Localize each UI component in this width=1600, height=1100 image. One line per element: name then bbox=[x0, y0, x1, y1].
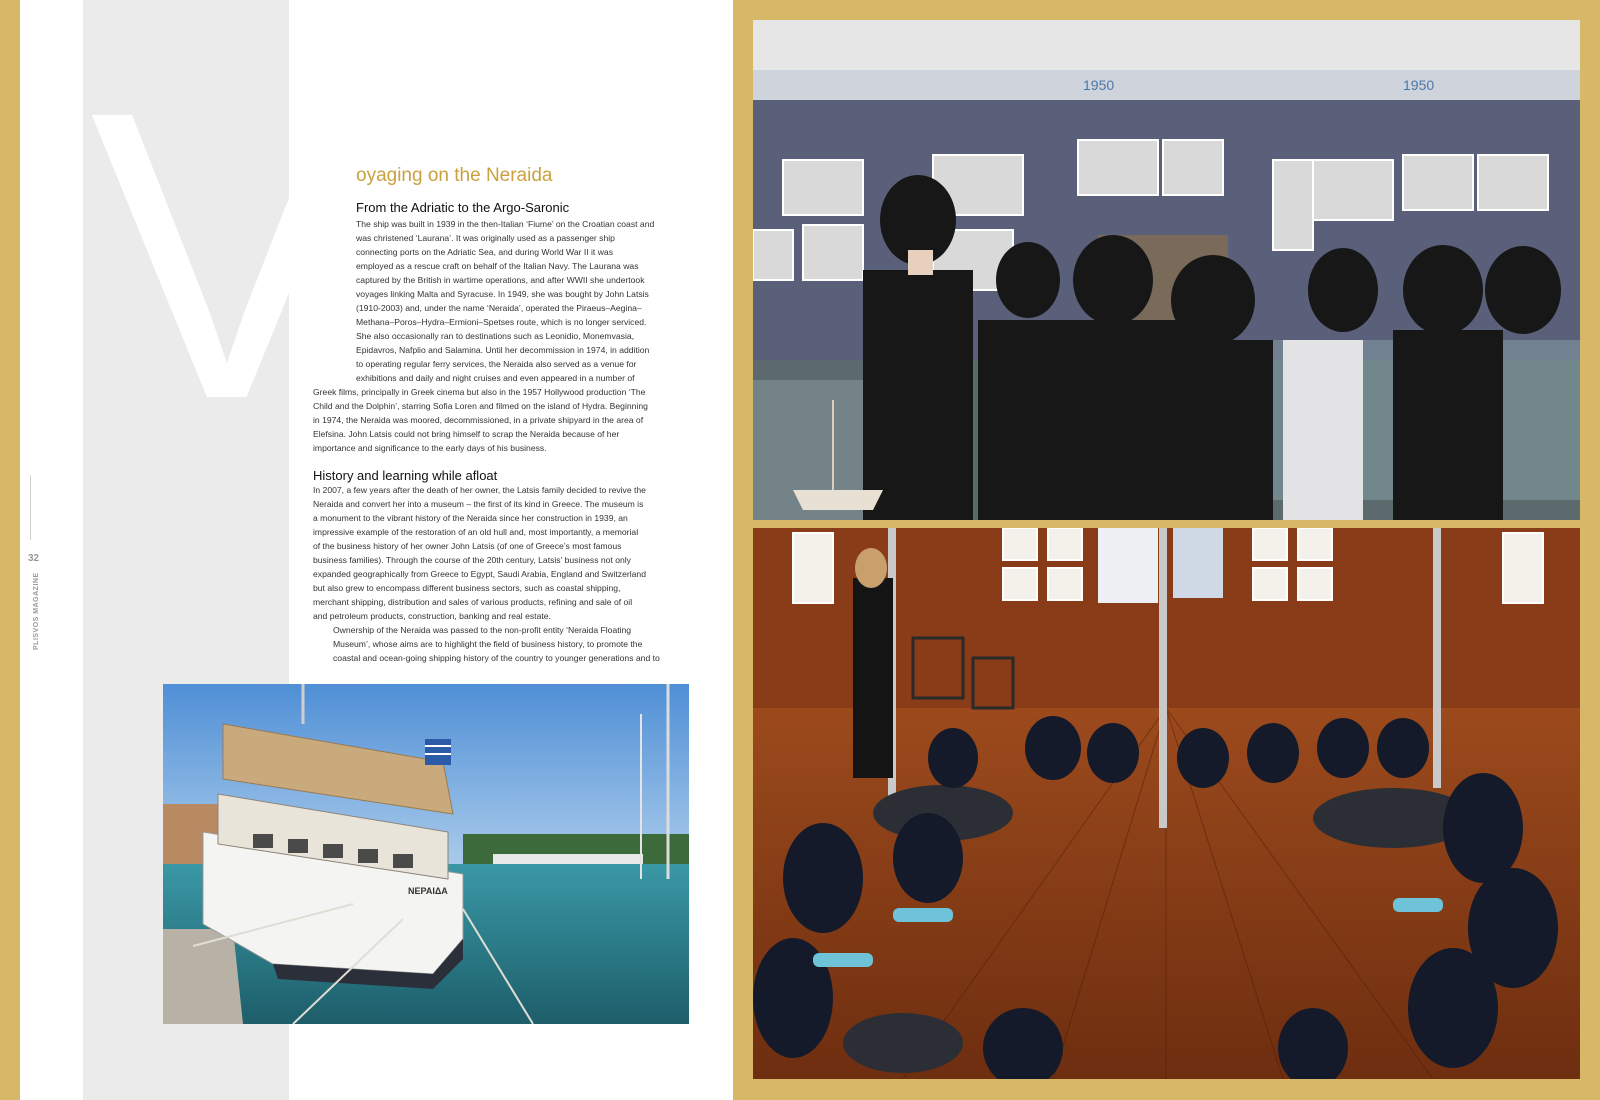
text-line: connecting ports on the Adriatic Sea, and during World War II it was bbox=[356, 247, 613, 257]
text-line: (1910-2003) and, under the name ‘Neraida’, operated the Piraeus–Aegina– bbox=[356, 303, 642, 313]
section2-paragraph bbox=[313, 483, 689, 623]
page-number: 32 bbox=[28, 553, 40, 564]
text-line: and petroleum products, construction, banking and real estate. bbox=[313, 611, 551, 621]
text-line: Ownership of the Neraida was passed to the non-profit entity ‘Neraida Floating bbox=[333, 625, 632, 635]
exhibition-photo-illustration bbox=[753, 20, 1580, 520]
section2-paragraph-continued bbox=[313, 623, 689, 665]
text-line: business families). Through the course of the 20th century, Latsis’ business not only bbox=[313, 555, 631, 565]
right-page bbox=[733, 0, 1600, 1100]
section-heading-2: History and learning while afloat bbox=[313, 468, 498, 483]
section-heading-1: From the Adriatic to the Argo-Saronic bbox=[356, 200, 570, 215]
text-line: Elefsina. John Latsis could not bring himself to scrap the Neraida because of her bbox=[313, 429, 620, 439]
boat-photo bbox=[163, 684, 689, 1024]
text-line: Child and the Dolphin’, starring Sofia Loren and filmed on the island of Hydra. Beginning bbox=[313, 401, 648, 411]
text-line: impressive example of the restoration of an old hull and, most importantly, a memorial bbox=[313, 527, 639, 537]
text-line: captured by the British in wartime operations, and after WWII she undertook bbox=[356, 275, 645, 285]
magazine-name: PLISVOS MAGAZINE bbox=[33, 572, 40, 650]
text-line: Museum’, whose aims are to highlight the field of business history, to promote the bbox=[333, 639, 643, 649]
exhibition-photo bbox=[753, 20, 1580, 520]
classroom-photo-illustration bbox=[753, 528, 1580, 1079]
text-line: merchant shipping, distribution and sales of various products, refining and sale of oil bbox=[313, 597, 633, 607]
text-line: in 1974, the Neraida was moored, decommissioned, in a private shipyard in the area of bbox=[313, 415, 644, 425]
drop-cap: V bbox=[90, 26, 364, 484]
text-line: Methana–Poros–Hydra–Ermioni–Spetses route, which is no longer serviced. bbox=[356, 317, 647, 327]
side-rule bbox=[30, 475, 31, 540]
text-line: to operating regular ferry services, the Neraida also served as a venue for bbox=[356, 359, 637, 369]
text-line: importance and significance to the early days of his business. bbox=[313, 443, 547, 453]
text-line: Greek films, principally in Greek cinema but also in the 1957 Hollywood production ‘The bbox=[313, 387, 646, 397]
text-line: She also occasionally ran to destinations such as Leonidio, Monemvasia, bbox=[356, 331, 635, 341]
text-line: expanded geographically from Greece to Egypt, Saudi Arabia, England and Switzerland bbox=[313, 569, 646, 579]
timeline-year-label: 1950 bbox=[1403, 77, 1435, 93]
boat-name-label: NEPAIΔA bbox=[408, 886, 448, 896]
left-page bbox=[20, 0, 733, 1100]
classroom-photo bbox=[753, 528, 1580, 1079]
text-line: exhibitions and daily and night cruises and even appeared in a number of bbox=[356, 373, 635, 383]
text-line: Epidavros, Nafplio and Salamina. Until her decommission in 1974, in addition bbox=[356, 345, 650, 355]
text-line: was christened ‘Laurana’. It was originally used as a passenger ship bbox=[356, 233, 615, 243]
section1-paragraph-narrow bbox=[356, 217, 689, 385]
text-line: a monument to the vibrant history of the Neraida since her construction in 1939, an bbox=[313, 513, 628, 523]
timeline-year-label: 1950 bbox=[1083, 77, 1115, 93]
article-title: oyaging on the Neraida bbox=[356, 165, 553, 186]
text-line: voyages linking Malta and Syracuse. In 1949, she was bought by John Latsis bbox=[356, 289, 649, 299]
text-line: In 2007, a few years after the death of her owner, the Latsis family decided to revive the bbox=[313, 485, 646, 495]
text-line: Neraida and convert her into a museum – the first of its kind in Greece. The museum is bbox=[313, 499, 644, 509]
text-line: but also grew to encompass different business sectors, such as coastal shipping, bbox=[313, 583, 621, 593]
text-line: coastal and ocean-going shipping history of the country to younger generations and to bbox=[333, 653, 660, 663]
boat-photo-illustration bbox=[163, 684, 689, 1024]
text-line: The ship was built in 1939 in the then-Italian ‘Fiume’ on the Croatian coast and bbox=[356, 219, 655, 229]
text-line: of the business history of her owner John Latsis (of one of Greece’s most famous bbox=[313, 541, 622, 551]
section1-paragraph-wide bbox=[313, 385, 689, 455]
text-line: employed as a rescue craft on behalf of the Italian Navy. The Laurana was bbox=[356, 261, 639, 271]
